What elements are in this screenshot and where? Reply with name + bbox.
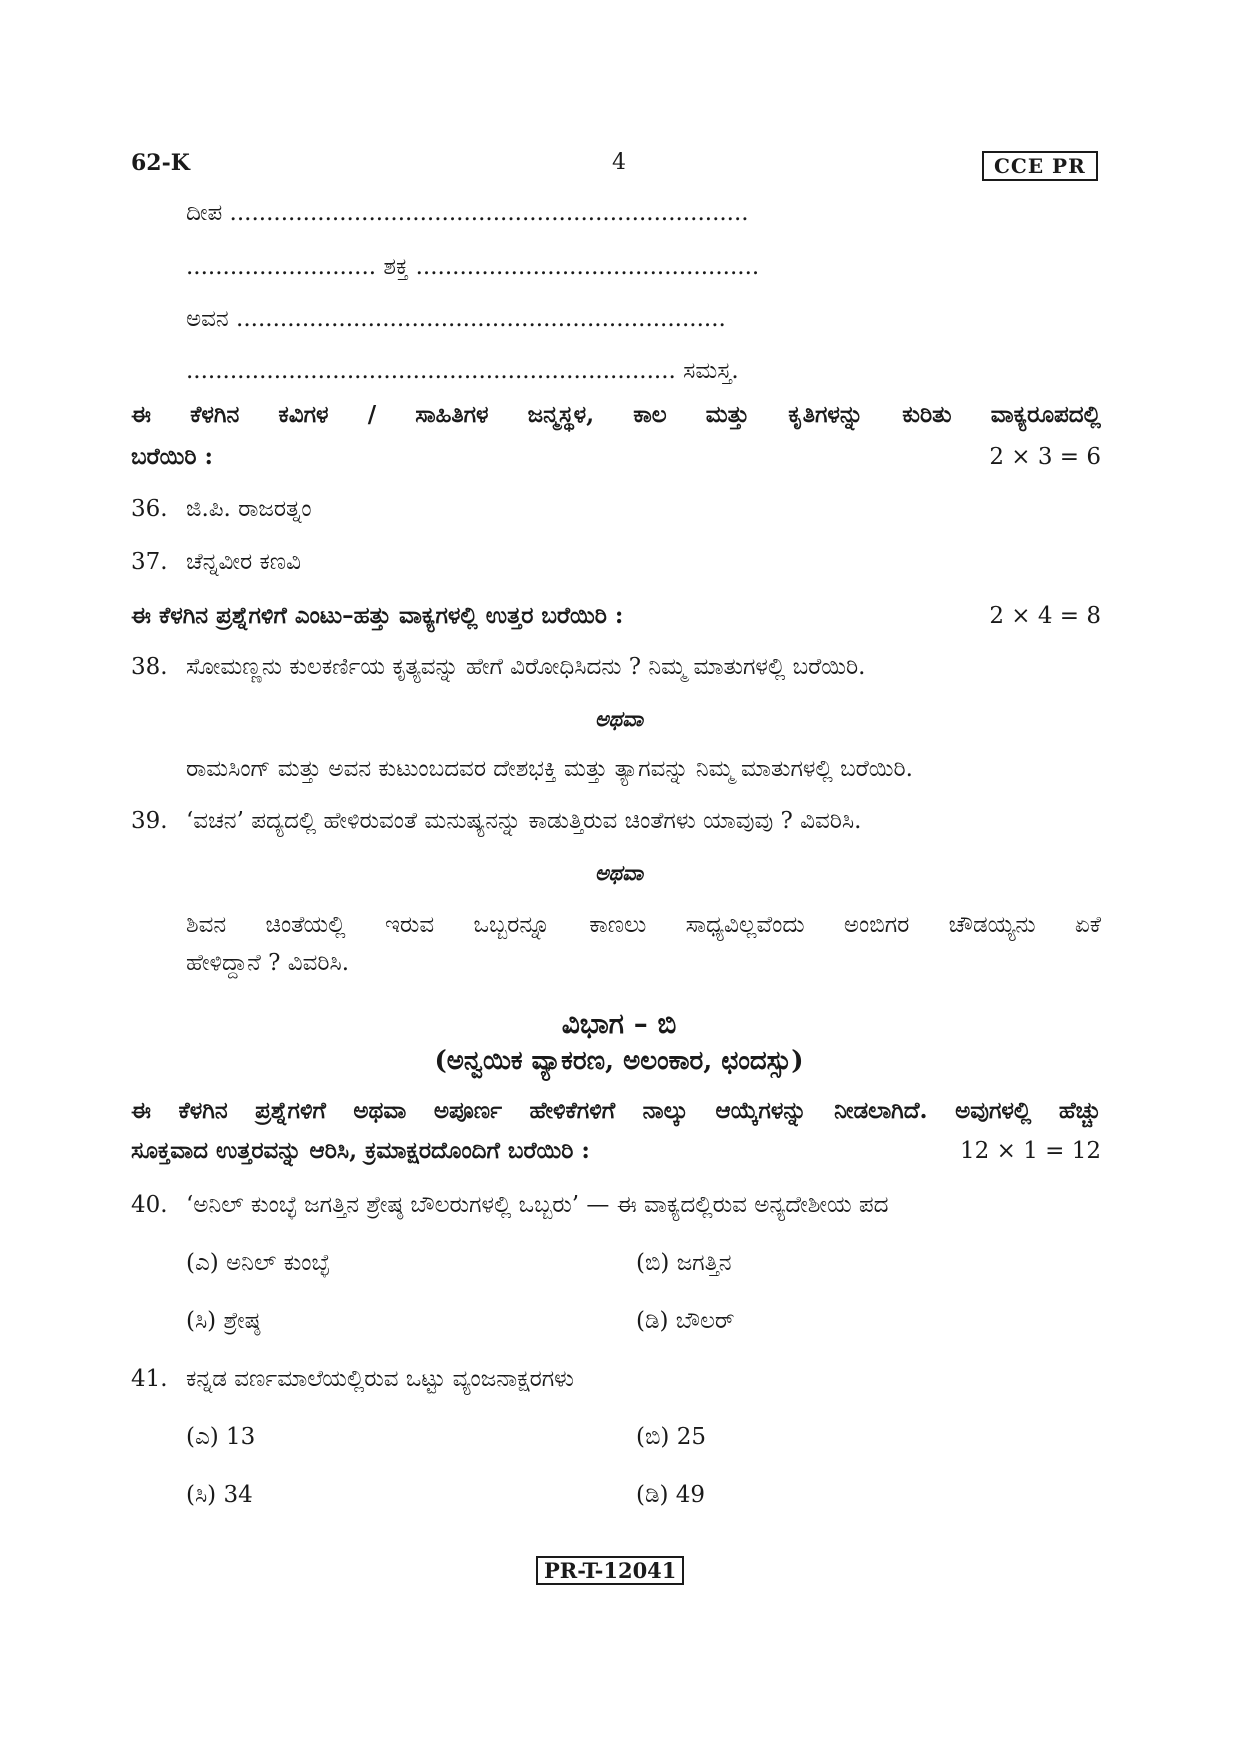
- section-subtitle: (ಅನ್ವಯಿಕ ವ್ಯಾಕರಣ, ಅಲಂಕಾರ, ಛಂದಸ್ಸು): [434, 1046, 804, 1076]
- instruction-poets-line1: ಈ ಕೆಳಗಿನ ಕವಿಗಳ / ಸಾಹಿತಿಗಳ ಜನ್ಮಸ್ಥಳ, ಕಾಲ ಮತ್ತು ಕೃತಿಗಳನ್ನು ಕುರಿತು ವಾಕ್ಯರೂಪದಲ್ಲಿ: [131, 401, 1101, 428]
- q39-number: 39.: [131, 808, 168, 834]
- q40-option-c: (ಸಿ) ಶ್ರೇಷ್ಠ: [186, 1308, 261, 1334]
- footer-code: PR-T-12041: [536, 1556, 684, 1585]
- q41-option-a: (ಎ) 13: [186, 1424, 256, 1450]
- instruction-poets-line2: ಬರೆಯಿರಿ :: [131, 443, 214, 470]
- q41-option-d: (ಡಿ) 49: [636, 1482, 706, 1508]
- q40-option-d: (ಡಿ) ಬೌಲರ್: [636, 1308, 735, 1334]
- fill-line-3: ಅವನ ...................................................................: [186, 306, 726, 332]
- q40-text: ‘ಅನಿಲ್ ಕುಂಬ್ಳೆ ಜಗತ್ತಿನ ಶ್ರೇಷ್ಠ ಬೌಲರುಗಳಲ್ಲಿ ಒಬ್ಬರು’ — ಈ ವಾಕ್ಯದಲ್ಲಿರುವ ಅನ್ಯದೇಶೀಯ ಪದ: [186, 1192, 889, 1218]
- q41-option-c: (ಸಿ) 34: [186, 1482, 253, 1508]
- section-title: ವಿಭಾಗ – ಬಿ: [561, 1007, 677, 1040]
- q40-option-a: (ಎ) ಅನಿಲ್ ಕುಂಬ್ಳೆ: [186, 1250, 330, 1276]
- q39-alt-line1: ಶಿವನ ಚಿಂತೆಯಲ್ಲಿ ಇರುವ ಒಬ್ಬರನ್ನೂ ಕಾಣಲು ಸಾಧ್ಯವಿಲ್ಲವೆಂದು ಅಂಬಿಗರ ಚೌಡಯ್ಯನು ಏಕೆ: [186, 912, 1101, 938]
- paper-badge: CCE PR: [982, 151, 1098, 181]
- fill-line-2: .......................... ಶಕ್ತ ...............................................: [186, 254, 760, 280]
- instruction-mcq: [131, 1096, 1101, 1166]
- q36-text: ಜಿ.ಪಿ. ರಾಜರತ್ನಂ: [186, 496, 312, 522]
- q37-text: ಚೆನ್ನವೀರ ಕಣವಿ: [186, 549, 301, 575]
- instruction-essay-text: ಈ ಕೆಳಗಿನ ಪ್ರಶ್ನೆಗಳಿಗೆ ಎಂಟು–ಹತ್ತು ವಾಕ್ಯಗಳಲ್ಲಿ ಉತ್ತರ ಬರೆಯಿರಿ :: [131, 602, 624, 629]
- instruction-essay: [131, 601, 1101, 631]
- page-number: 4: [612, 150, 626, 175]
- marks-poets: 2 × 3 = 6: [989, 444, 1101, 470]
- fill-line-1: ದೀಪ .......................................................................: [186, 200, 749, 226]
- q41-number: 41.: [131, 1366, 168, 1392]
- q38-alt-text: ರಾಮಸಿಂಗ್ ಮತ್ತು ಅವನ ಕುಟುಂಬದವರ ದೇಶಭಕ್ತಿ ಮತ್ತು ತ್ಯಾಗವನ್ನು ನಿಮ್ಮ ಮಾತುಗಳಲ್ಲಿ ಬರೆಯಿರಿ.: [186, 756, 913, 782]
- q39-or: ಅಥವಾ: [594, 860, 644, 885]
- paper-code: 62-K: [131, 150, 190, 176]
- q39-alt-line2: ಹೇಳಿದ್ದಾನೆ ? ವಿವರಿಸಿ.: [186, 950, 350, 976]
- q39-text: ‘ವಚನ’ ಪದ್ಯದಲ್ಲಿ ಹೇಳಿರುವಂತೆ ಮನುಷ್ಯನನ್ನು ಕಾಡುತ್ತಿರುವ ಚಿಂತೆಗಳು ಯಾವುವು ? ವಿವರಿಸಿ.: [186, 808, 862, 834]
- q41-option-b: (ಬಿ) 25: [636, 1424, 706, 1450]
- marks-mcq: 12 × 1 = 12: [960, 1138, 1101, 1164]
- instruction-mcq-line2: ಸೂಕ್ತವಾದ ಉತ್ತರವನ್ನು ಆರಿಸಿ, ಕ್ರಮಾಕ್ಷರದೊಂದಿಗೆ ಬರೆಯಿರಿ :: [131, 1137, 590, 1164]
- instruction-poets: [131, 400, 1101, 472]
- q36-number: 36.: [131, 496, 168, 522]
- q38-or: ಅಥವಾ: [594, 706, 644, 731]
- q40-option-b: (ಬಿ) ಜಗತ್ತಿನ: [636, 1250, 732, 1276]
- q37-number: 37.: [131, 549, 168, 575]
- fill-line-4: ................................................................... ಸಮಸ್ತ.: [186, 358, 739, 384]
- q41-text: ಕನ್ನಡ ವರ್ಣಮಾಲೆಯಲ್ಲಿರುವ ಒಟ್ಟು ವ್ಯಂಜನಾಕ್ಷರಗಳು: [186, 1366, 574, 1392]
- q38-number: 38.: [131, 654, 168, 680]
- q40-number: 40.: [131, 1192, 168, 1218]
- instruction-mcq-line1: ಈ ಕೆಳಗಿನ ಪ್ರಶ್ನೆಗಳಿಗೆ ಅಥವಾ ಅಪೂರ್ಣ ಹೇಳಿಕೆಗಳಿಗೆ ನಾಲ್ಕು ಆಯ್ಕೆಗಳನ್ನು ನೀಡಲಾಗಿದೆ. ಅವುಗಳಲ್ಲಿ ಹೆಚ್ಚು: [131, 1097, 1101, 1124]
- q38-text: ಸೋಮಣ್ಣನು ಕುಲಕರ್ಣಿಯ ಕೃತ್ಯವನ್ನು ಹೇಗೆ ವಿರೋಧಿಸಿದನು ? ನಿಮ್ಮ ಮಾತುಗಳಲ್ಲಿ ಬರೆಯಿರಿ.: [186, 654, 866, 680]
- marks-essay: 2 × 4 = 8: [989, 603, 1101, 629]
